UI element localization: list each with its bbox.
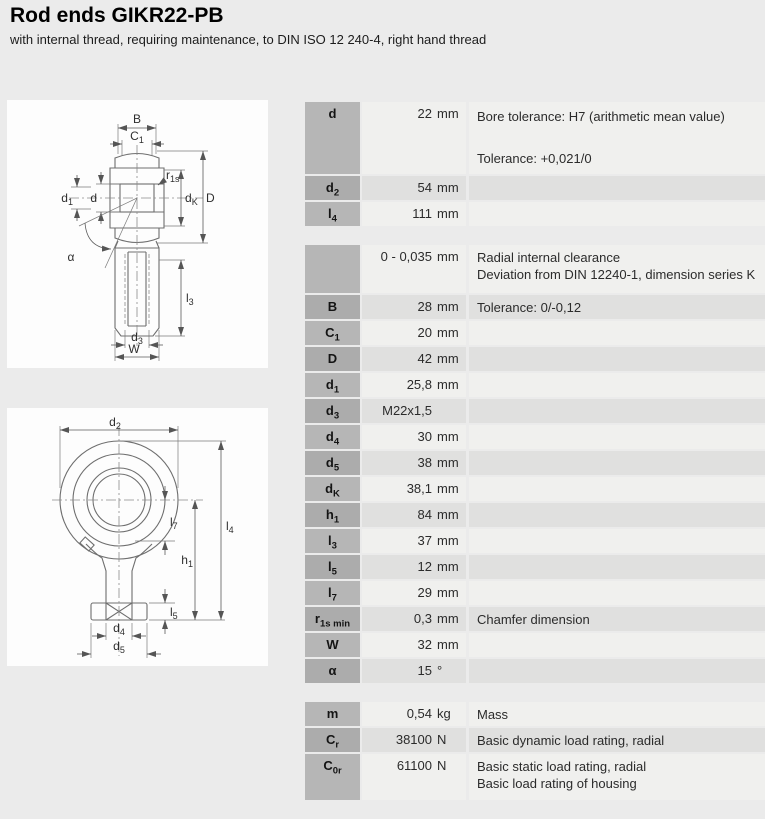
param-value: 0,3 mm [362, 607, 466, 631]
param-description [469, 529, 765, 553]
param-label: $d_K$ [305, 477, 360, 501]
param-label: $l_3$ [305, 529, 360, 553]
dim-label-l3: $l_3$ [186, 291, 194, 307]
param-label: m [305, 702, 360, 726]
dim-label-W: W [128, 342, 140, 356]
param-label: $h_1$ [305, 503, 360, 527]
table-row [305, 702, 765, 726]
drawing-panel-cross-section [7, 100, 268, 368]
table-row [305, 102, 765, 174]
param-value: 22 mm [362, 102, 466, 174]
param-label [305, 245, 360, 293]
param-description [469, 202, 765, 226]
param-value: 25,8 mm [362, 373, 466, 397]
drawing-panel-front-view [7, 408, 268, 666]
dim-label-r1s: $r_{1s}$ [166, 168, 180, 184]
table-block-detail-dimensions [305, 245, 765, 683]
table-row [305, 503, 765, 527]
dim-label-D: D [206, 191, 215, 205]
param-description [469, 581, 765, 605]
table-row [305, 555, 765, 579]
param-value: 28 mm [362, 295, 466, 319]
param-value: 61100 N [362, 754, 466, 800]
param-description [469, 477, 765, 501]
table-row [305, 321, 765, 345]
param-label: $d_1$ [305, 373, 360, 397]
param-description: Chamfer dimension [469, 607, 765, 631]
param-label: $C_r$ [305, 728, 360, 752]
table-row [305, 659, 765, 683]
table-row [305, 347, 765, 371]
param-label: d [305, 102, 360, 174]
dim-label-B: B [132, 112, 142, 126]
param-label: $l_7$ [305, 581, 360, 605]
table-row [305, 728, 765, 752]
param-label: D [305, 347, 360, 371]
param-value: 29 mm [362, 581, 466, 605]
table-row [305, 451, 765, 475]
param-label: $d_3$ [305, 399, 360, 423]
table-row [305, 176, 765, 200]
table-row [305, 295, 765, 319]
table-row [305, 202, 765, 226]
shank-right-edge [132, 544, 152, 603]
dim-label-d4: $d_4$ [113, 621, 125, 637]
param-description [469, 503, 765, 527]
dim-label-d5: $d_5$ [113, 639, 125, 655]
dimension-table [305, 102, 765, 819]
param-description [469, 347, 765, 371]
param-description [469, 373, 765, 397]
dim-label-h1: $h_1$ [181, 553, 193, 569]
table-row [305, 477, 765, 501]
shank-left-edge [86, 544, 106, 603]
param-description: Tolerance: 0/-0,12 [469, 295, 765, 319]
param-label: W [305, 633, 360, 657]
param-description [469, 555, 765, 579]
param-label: $C_1$ [305, 321, 360, 345]
param-description: Mass [469, 702, 765, 726]
dim-label-l5: $l_5$ [170, 605, 178, 621]
dim-label-d1: $d_1$ [61, 191, 73, 207]
param-description: Basic static load rating, radial Basic load rating of housing [469, 754, 765, 800]
dim-label-d2: $d_2$ [109, 415, 121, 431]
param-value: 54 mm [362, 176, 466, 200]
param-description [469, 451, 765, 475]
param-value: 12 mm [362, 555, 466, 579]
param-value: 30 mm [362, 425, 466, 449]
technical-drawing-front-view [7, 408, 268, 666]
param-description [469, 425, 765, 449]
table-row [305, 245, 765, 293]
param-label: B [305, 295, 360, 319]
param-value: 38,1 mm [362, 477, 466, 501]
param-label: $d_5$ [305, 451, 360, 475]
technical-drawing-side-view [7, 100, 268, 368]
param-value: 0 - 0,035 mm [362, 245, 466, 293]
table-row [305, 754, 765, 800]
table-row [305, 399, 765, 423]
param-label: $r_{1s min}$ [305, 607, 360, 631]
param-value: 37 mm [362, 529, 466, 553]
dim-label-l4: $l_4$ [226, 519, 234, 535]
param-description: Bore tolerance: H7 (arithmetic mean value) Tolerance: +0,021/0 [469, 102, 765, 174]
param-label: $l_4$ [305, 202, 360, 226]
param-value: 20 mm [362, 321, 466, 345]
table-row [305, 607, 765, 631]
param-label: $C_{0r}$ [305, 754, 360, 800]
param-description [469, 321, 765, 345]
param-value: 111 mm [362, 202, 466, 226]
param-value: M22x1,5 [362, 399, 466, 423]
table-row [305, 529, 765, 553]
dim-label-d: d [90, 191, 97, 205]
param-description [469, 659, 765, 683]
param-value: 32 mm [362, 633, 466, 657]
param-label: α [305, 659, 360, 683]
table-row [305, 633, 765, 657]
param-value: 42 mm [362, 347, 466, 371]
table-row [305, 581, 765, 605]
dim-label-l7: $l_7$ [170, 515, 178, 531]
param-label: $l_5$ [305, 555, 360, 579]
param-value: 84 mm [362, 503, 466, 527]
param-value: 38 mm [362, 451, 466, 475]
param-description: Radial internal clearance Deviation from DIN 12240-1, dimension series K [469, 245, 765, 293]
page-title: Rod ends GIKR22-PB [10, 4, 224, 27]
table-block-main-dimensions [305, 102, 765, 226]
table-row [305, 425, 765, 449]
param-value: 15 ° [362, 659, 466, 683]
param-description [469, 633, 765, 657]
table-block-load-ratings [305, 702, 765, 800]
param-label: $d_4$ [305, 425, 360, 449]
page-subtitle: with internal thread, requiring maintenance, to DIN ISO 12 240-4, right hand thread [10, 32, 487, 47]
param-description [469, 399, 765, 423]
param-description: Basic dynamic load rating, radial [469, 728, 765, 752]
table-row [305, 373, 765, 397]
dim-label-d3: $d_3$ [131, 330, 143, 346]
grease-nipple [80, 537, 94, 551]
param-value: 0,54 kg [362, 702, 466, 726]
param-label: $d_2$ [305, 176, 360, 200]
dim-label-C1: $C_1$ [130, 129, 144, 145]
dim-label-alpha: α [67, 250, 75, 264]
param-value: 38100 N [362, 728, 466, 752]
dim-label-dK: $d_K$ [185, 191, 198, 207]
param-description [469, 176, 765, 200]
